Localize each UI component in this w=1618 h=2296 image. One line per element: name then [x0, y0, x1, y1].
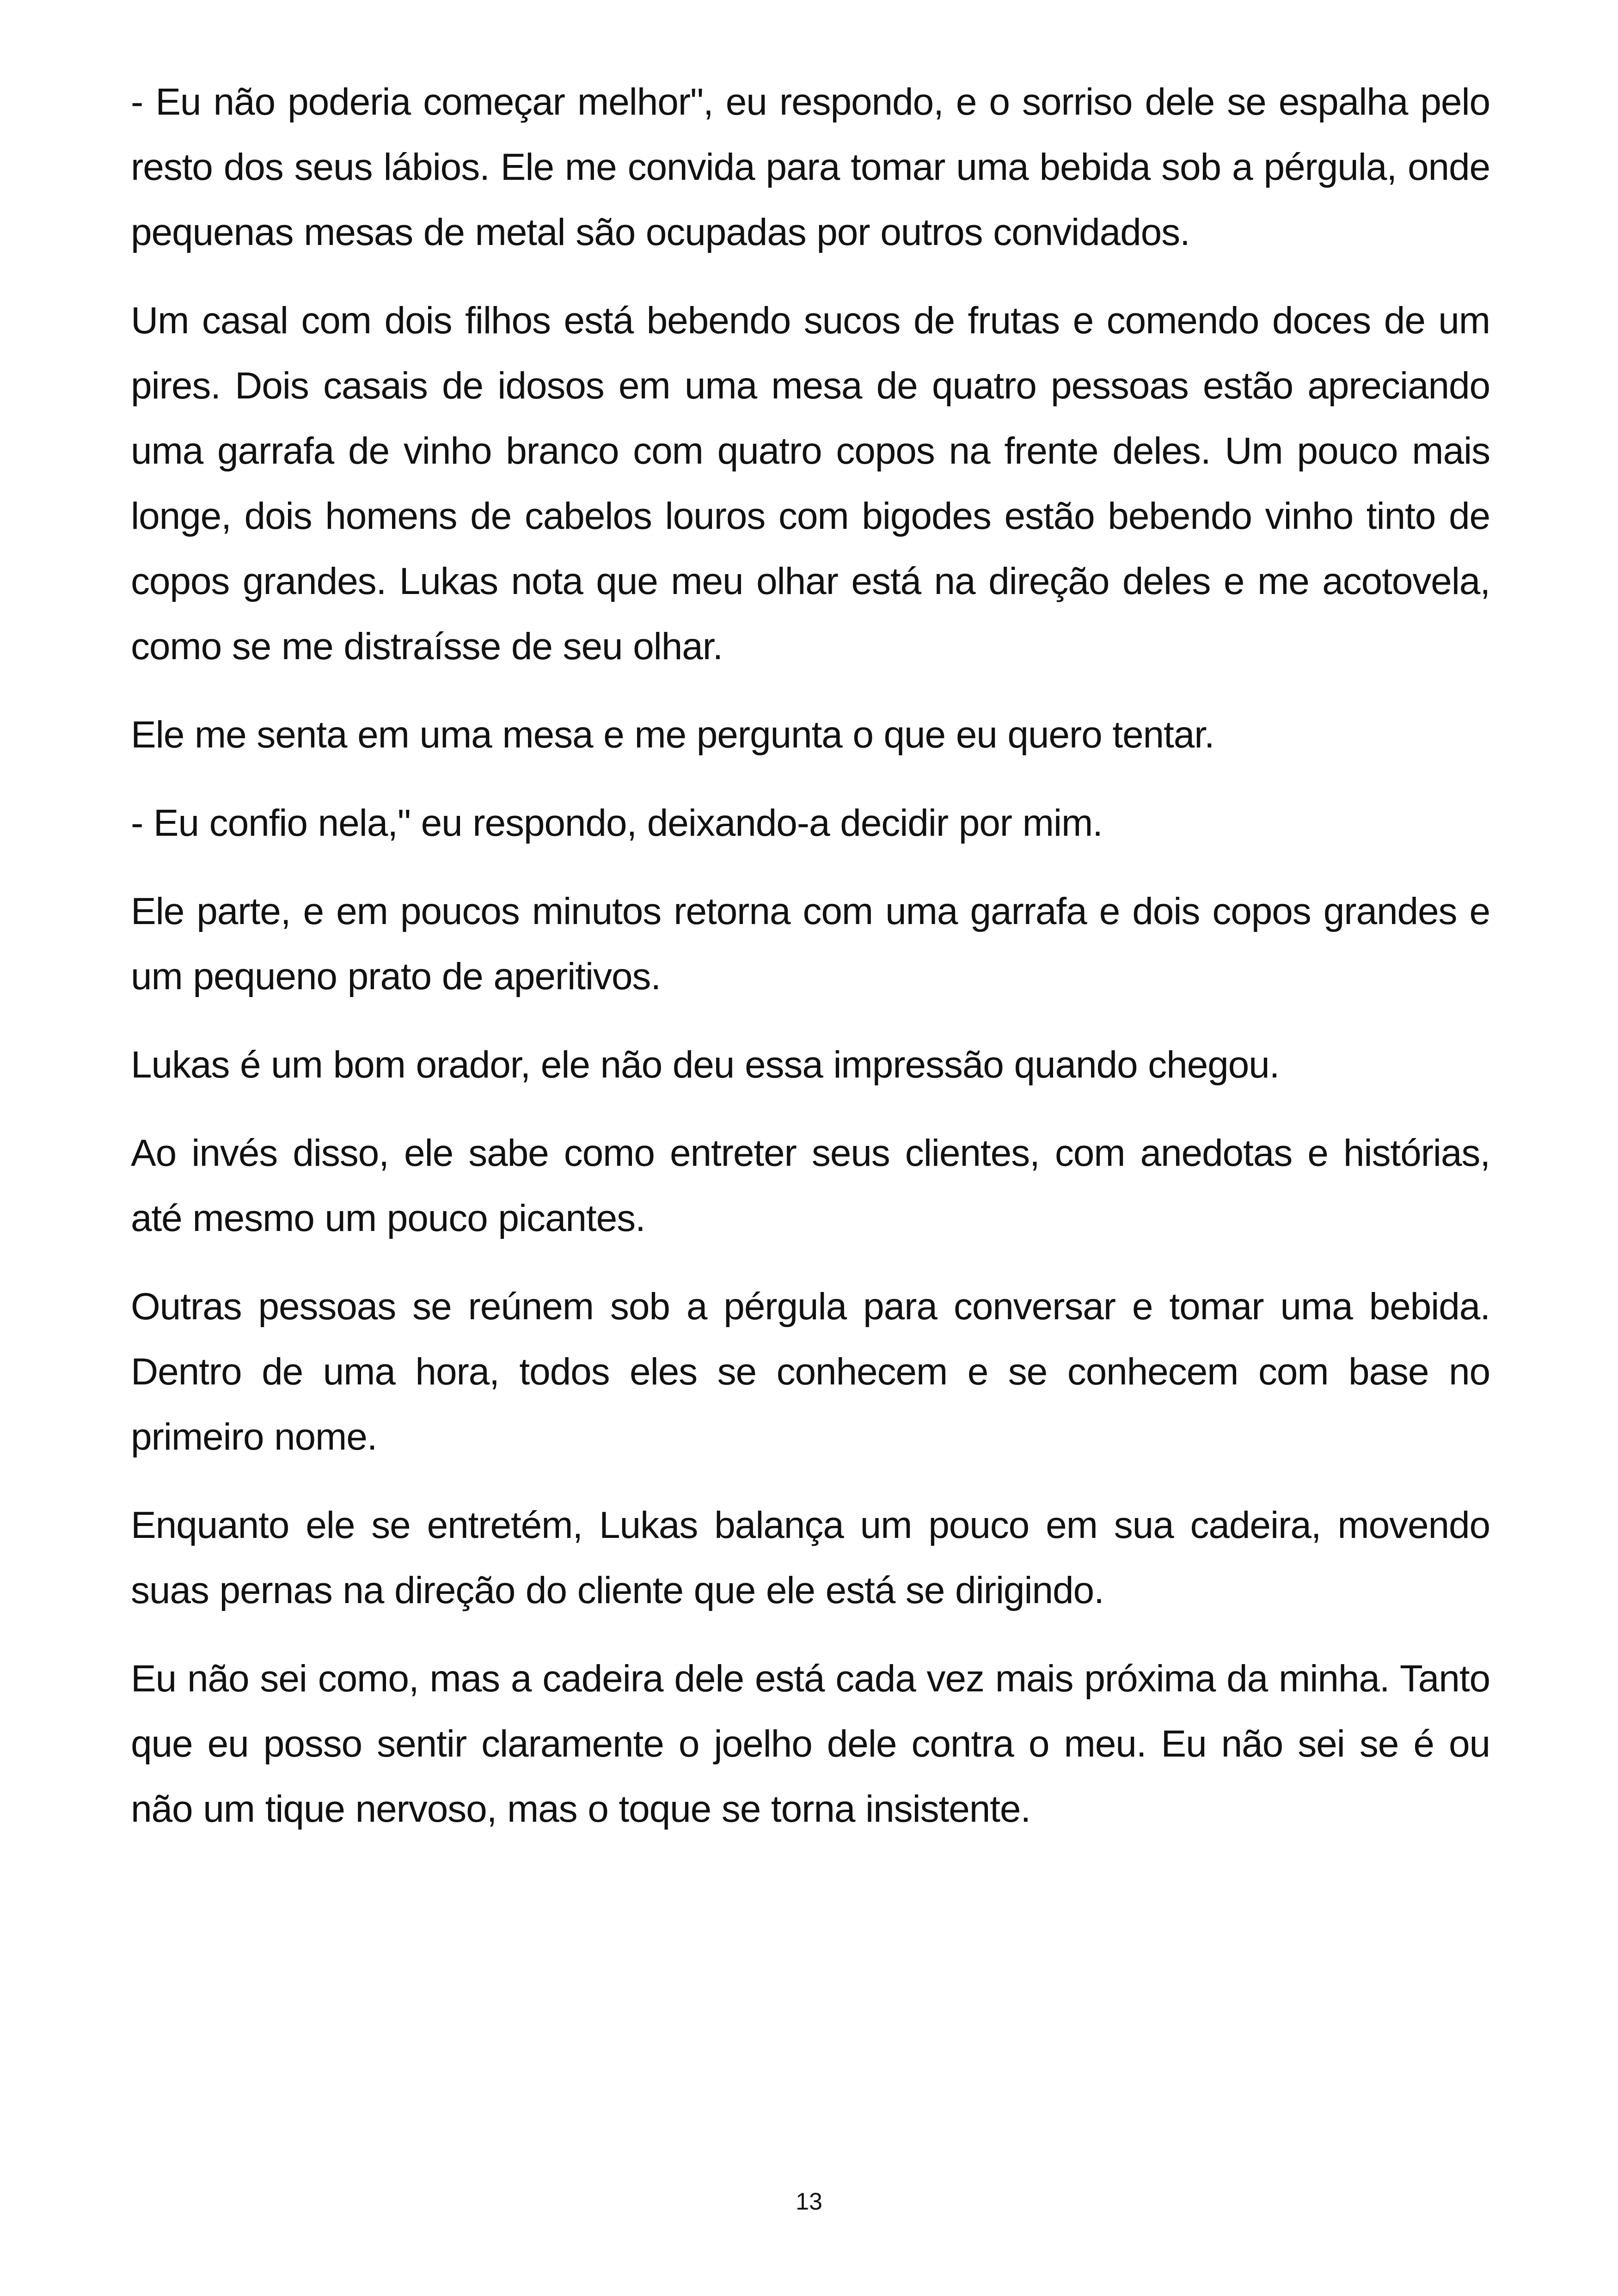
paragraph: Lukas é um bom orador, ele não deu essa impressão quando chegou. [131, 1044, 1280, 1086]
paragraph: Enquanto ele se entretém, Lukas balança um pouco em sua cadeira, movendo suas pernas na direção do cliente que ele está se dirigindo. [131, 1504, 1490, 1611]
paragraph: Outras pessoas se reúnem sob a pérgula para conversar e tomar uma bebida. Dentro de uma hora, todos eles se conhecem e se conhecem com base no primeiro nome. [131, 1286, 1490, 1458]
paragraph: Ele parte, e em poucos minutos retorna com uma garrafa e dois copos grandes e um pequeno prato de aperitivos. [131, 890, 1490, 998]
paragraph: - Eu confio nela," eu respondo, deixando-a decidir por mim. [131, 802, 1103, 844]
page-number: 13 [796, 2188, 822, 2215]
paragraph: Eu não sei como, mas a cadeira dele está cada vez mais próxima da minha. Tanto que eu posso sentir claramente o joelho dele contra o meu. Eu não sei se é ou não um tique nervoso, mas o toque se torna insistente. [131, 1658, 1490, 1830]
paragraph: - Eu não poderia começar melhor", eu respondo, e o sorriso dele se espalha pelo resto dos seus lábios. Ele me convida para tomar uma bebida sob a pérgula, onde pequenas mesas de metal são ocupadas por outros convidados. [131, 81, 1490, 253]
paragraph: Um casal com dois filhos está bebendo sucos de frutas e comendo doces de um pires. Dois casais de idosos em uma mesa de quatro pessoas estão apreciando uma garrafa de vinho branco com quatro copos na frente deles. Um pouco mais longe, dois homens de cabelos louros com bigodes estão bebendo vinho tinto de copos grandes. Lukas nota que meu olhar está na direção deles e me acotovela, como se me distraísse de seu olhar. [131, 300, 1490, 667]
paragraph: Ao invés disso, ele sabe como entreter seus clientes, com anedotas e histórias, até mesmo um pouco picantes. [131, 1132, 1490, 1239]
paragraph: Ele me senta em uma mesa e me pergunta o que eu quero tentar. [131, 714, 1214, 756]
body-text [131, 69, 1490, 1865]
